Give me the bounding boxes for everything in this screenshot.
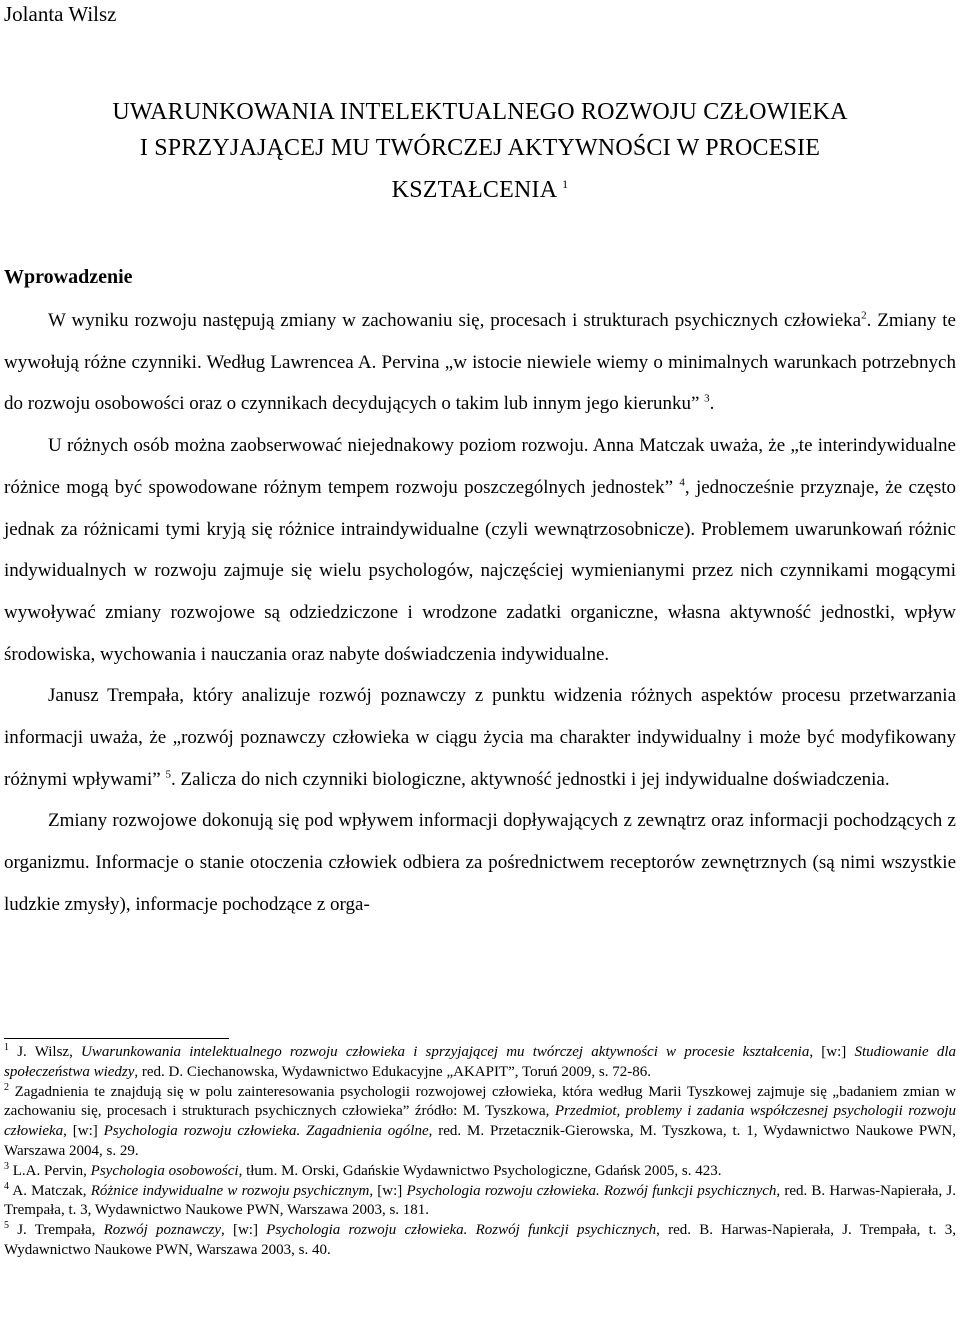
- footnote-italic: Psychologia rozwoju człowieka. Rozwój funkcji psychicznych: [266, 1222, 657, 1239]
- paragraph-2: [4, 425, 956, 675]
- footnote-number: 3: [4, 1160, 9, 1172]
- footnote-text: J. Trempała,: [9, 1222, 104, 1239]
- footnote-italic: Psychologia osobowości: [90, 1162, 239, 1179]
- title-line-1: UWARUNKOWANIA INTELEKTUALNEGO ROZWOJU CZŁOWIEKA: [112, 99, 848, 125]
- footnote-text: , red. M. Przetacznik-Gierowska, M. Tyszkowa, t. 1, Wydawnictwo Naukowe PWN, Warszawa 2004, s. 29.: [4, 1123, 956, 1159]
- paragraph-1-part-b: . Zmiany te wywołują różne czynniki. Według Lawrencea A. Pervina „w istocie niewiele wiemy o minimalnych warunkach potrzebnych do rozwoju osobowości oraz o czynnikach decydujących o takim lub innym jego kierunku”: [4, 310, 956, 415]
- footnote-text: , [w:]: [809, 1044, 855, 1060]
- footnote-4: [4, 1182, 956, 1222]
- footnote-number: 5: [4, 1220, 9, 1232]
- paragraph-3-part-a: Janusz Trempała, który analizuje rozwój poznawczy z punktu widzenia różnych aspektów procesu przetwarzania informacji uważa, że „rozwój poznawczy człowieka w ciągu życia ma charakter indywidualny i może być modyfikowany różnymi wpływami”: [4, 685, 956, 790]
- footnote-italic: Różnice indywidualne w rozwoju psychicznym: [90, 1182, 370, 1199]
- title-footnote-ref: 1: [562, 177, 569, 191]
- paper-title: [0, 94, 960, 208]
- footnote-2: [4, 1083, 956, 1162]
- title-line-2: I SPRZYJAJĄCEJ MU TWÓRCZEJ AKTYWNOŚCI W PROCESIE: [139, 135, 821, 161]
- footnote-text: , red. B. Harwas-Napierała, J. Trempała, t. 3, Wydawnictwo Naukowe PWN, Warszawa 2003, s. 40.: [4, 1222, 956, 1258]
- paragraph-1-part-c: .: [709, 393, 715, 415]
- paragraph-1: [4, 300, 956, 425]
- footnote-text: , red. B. Harwas-Napierała, J. Trempała, t. 3, Wydawnictwo Naukowe PWN, Warszawa 2003, s. 181.: [4, 1182, 956, 1219]
- footnote-ref-3: 3: [704, 393, 710, 406]
- footnote-text: L.A. Pervin,: [9, 1162, 91, 1179]
- paragraph-3-part-b: . Zalicza do nich czynniki biologiczne, aktywność jednostki i jej indywidualne doświadczenia.: [170, 768, 890, 790]
- paragraph-4: [4, 800, 956, 925]
- footnote-number: 1: [4, 1042, 9, 1053]
- footnote-ref-5: 5: [165, 768, 171, 781]
- author-name: Jolanta Wilsz: [4, 2, 117, 26]
- footnote-1: [4, 1043, 956, 1083]
- paragraph-2-part-b: , jednocześnie przyznaje, że często jednak za różnicami tymi kryją się różnice intraindywidualne (czyli wewnątrzosobnicze). Problemem uwarunkowań różnic indywidualnych w rozwoju zajmuje się wielu psychologów, najczęściej wymienianymi przez nich czynnikami mogącymi wywoływać zmiany rozwojowe są odziedziczone i wrodzone zadatki organiczne, własna aktywność jednostki, wpływ środowiska, wychowania i nauczania oraz nabyte doświadczenia indywidualne.: [4, 476, 957, 665]
- section-heading: Wprowadzenie: [4, 266, 133, 288]
- footnote-text: , [w:]: [369, 1182, 407, 1199]
- footnote-text: , red. D. Ciechanowska, Wydawnictwo Edukacyjne „AKAPIT”, Toruń 2009, s. 72-86.: [134, 1063, 651, 1080]
- footnote-5: [4, 1221, 956, 1261]
- footnote-italic: Psychologia rozwoju człowieka. Rozwój funkcji psychicznych: [406, 1182, 777, 1199]
- footnote-number: 4: [4, 1180, 9, 1192]
- footnote-italic: Przedmiot, problemy i zadania współczesnej psychologii rozwoju człowieka: [4, 1103, 957, 1140]
- footnote-ref-2: 2: [861, 309, 867, 322]
- body-text: [4, 300, 956, 926]
- footnote-text: , tłum. M. Orski, Gdańskie Wydawnictwo Psychologiczne, Gdańsk 2005, s. 423.: [238, 1162, 722, 1179]
- paragraph-3: [4, 675, 956, 800]
- title-line-3: [0, 166, 960, 208]
- footnotes: [4, 1043, 956, 1261]
- footnote-italic: Rozwój poznawczy: [103, 1222, 221, 1239]
- footnote-text: , [w:]: [63, 1123, 104, 1140]
- footnote-text: , [w:]: [221, 1222, 267, 1239]
- paragraph-4-text: Zmiany rozwojowe dokonują się pod wpływem informacji dopływających z zewnątrz oraz informacji pochodzących z organizmu. Informacje o stanie otoczenia człowiek odbiera za pośrednictwem receptorów zewnętrznych (są nimi wszystkie ludzkie zmysły), informacje pochodzące z orga-: [4, 810, 956, 915]
- footnote-text: A. Matczak,: [9, 1182, 91, 1199]
- footnote-text: J. Wilsz,: [9, 1044, 82, 1060]
- footnote-italic: Studiowanie dla społeczeństwa wiedzy: [4, 1044, 956, 1080]
- footnote-separator: [4, 1038, 229, 1039]
- footnote-3: [4, 1162, 956, 1182]
- paragraph-1-part-a: W wyniku rozwoju następują zmiany w zachowaniu się, procesach i strukturach psychicznych człowieka: [48, 310, 862, 331]
- paragraph-2-part-a: U różnych osób można zaobserwować niejednakowy poziom rozwoju. Anna Matczak uważa, że „te interindywidualne różnice mogą być spowodowane różnym tempem rozwoju poszczególnych jednostek”: [4, 435, 956, 498]
- footnote-italic: Uwarunkowania intelektualnego rozwoju człowieka i sprzyjającej mu twórczej aktywności w procesie kształcenia: [81, 1044, 810, 1060]
- footnote-ref-4: 4: [679, 476, 685, 489]
- footnote-italic: Psychologia rozwoju człowieka. Zagadnienia ogólne: [103, 1123, 429, 1140]
- footnote-text: Zagadnienia te znajdują się w polu zainteresowania psychologii rozwojowej człowieka, która według Marii Tyszkowej zajmuje się „badaniem zmian w zachowaniu się, procesach i strukturach psychicznych człowieka” źródło: M. Tyszkowa,: [4, 1083, 956, 1120]
- footnote-number: 2: [4, 1081, 9, 1093]
- title-line-3-text: KSZTAŁCENIA: [391, 177, 556, 203]
